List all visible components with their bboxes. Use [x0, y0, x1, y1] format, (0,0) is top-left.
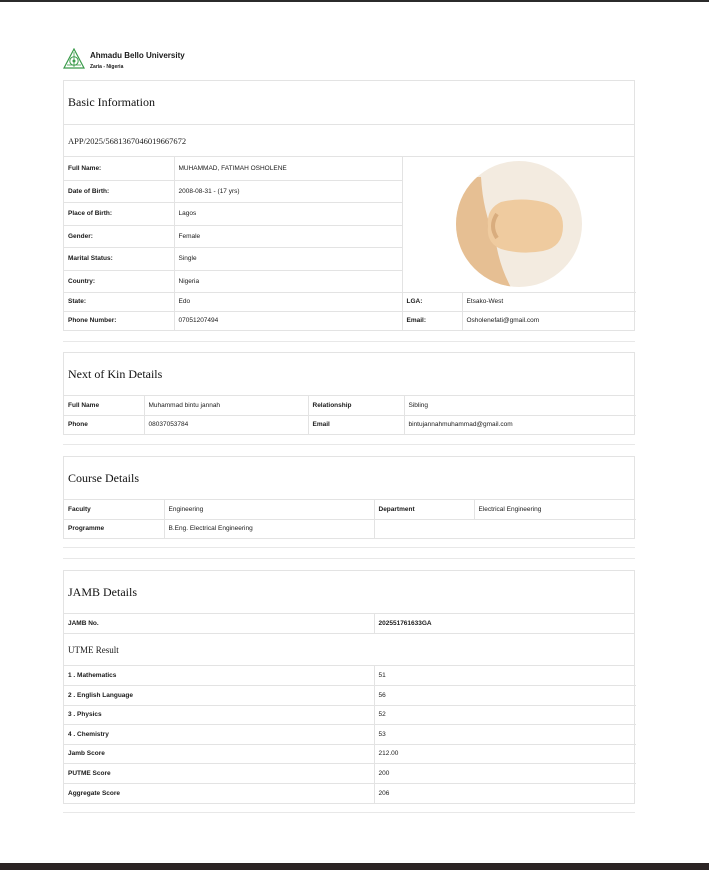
utme-result-title: UTME Result [64, 633, 634, 666]
field-label: Relationship [308, 396, 404, 415]
table-row [64, 744, 636, 764]
field-label: State: [64, 292, 174, 311]
full-name-value: MUHAMMAD, FATIMAH OSHOLENE [174, 157, 402, 180]
field-label: Programme [64, 519, 164, 538]
university-name: Ahmadu Bello University [90, 51, 185, 60]
course-details-title: Course Details [64, 457, 634, 500]
score-label: PUTME Score [64, 764, 374, 784]
faculty-value: Engineering [164, 500, 374, 519]
section-divider [63, 444, 635, 445]
table-row [64, 783, 636, 803]
aggregate-score-value: 206 [374, 783, 636, 803]
table-row [64, 292, 636, 311]
field-label: Faculty [64, 500, 164, 519]
university-crest-icon [63, 48, 85, 70]
kin-phone-value: 08037053784 [144, 415, 308, 434]
jamb-number-value: 202551761633GA [374, 614, 636, 633]
department-value: Electrical Engineering [474, 500, 636, 519]
lga-value: Etsako-West [462, 292, 636, 311]
country-value: Nigeria [174, 270, 402, 292]
field-label: Place of Birth: [64, 202, 174, 225]
programme-value: B.Eng. Electrical Engineering [164, 519, 374, 538]
table-row [64, 500, 636, 519]
putme-score-value: 200 [374, 764, 636, 784]
course-details-table [64, 500, 636, 538]
place-of-birth-value: Lagos [174, 202, 402, 225]
top-border [0, 0, 709, 2]
table-row [64, 396, 636, 415]
jamb-score-value: 212.00 [374, 744, 636, 764]
field-label: Department [374, 500, 474, 519]
score-label: Aggregate Score [64, 783, 374, 803]
subject-score: 56 [374, 686, 636, 706]
next-of-kin-title: Next of Kin Details [64, 353, 634, 396]
subject-label: 3 . Physics [64, 705, 374, 725]
section-divider [63, 547, 635, 548]
bottom-border [0, 863, 709, 870]
section-divider [63, 558, 635, 559]
field-label: Gender: [64, 225, 174, 247]
table-row [64, 764, 636, 784]
subject-score: 51 [374, 666, 636, 686]
table-row [64, 415, 636, 434]
marital-status-value: Single [174, 247, 402, 270]
subject-label: 4 . Chemistry [64, 725, 374, 745]
date-of-birth-value: 2008-08-31 - (17 yrs) [174, 180, 402, 202]
jamb-details-title: JAMB Details [64, 571, 634, 614]
empty-cell [374, 519, 636, 538]
field-label: Country: [64, 270, 174, 292]
next-of-kin-card [63, 352, 635, 435]
field-label: Full Name [64, 396, 144, 415]
table-row [64, 725, 636, 745]
state-value: Edo [174, 292, 402, 311]
table-row [64, 311, 636, 330]
subject-score: 53 [374, 725, 636, 745]
table-row [64, 614, 636, 633]
field-label: Date of Birth: [64, 180, 174, 202]
kin-relationship-value: Sibling [404, 396, 636, 415]
section-divider [63, 812, 635, 813]
table-row [64, 686, 636, 706]
field-label: Phone Number: [64, 311, 174, 330]
jamb-number-table [64, 614, 636, 633]
subject-label: 1 . Mathematics [64, 666, 374, 686]
field-label: LGA: [402, 292, 462, 311]
kin-name-value: Muhammad bintu jannah [144, 396, 308, 415]
next-of-kin-table [64, 396, 636, 434]
course-details-card [63, 456, 635, 539]
field-label: Full Name: [64, 157, 174, 180]
table-row [64, 666, 636, 686]
table-row [64, 705, 636, 725]
field-label: Email: [402, 311, 462, 330]
university-location: Zaria - Nigeria [90, 64, 124, 70]
utme-result-table [64, 666, 636, 803]
email-value: Osholenefati@gmail.com [462, 311, 636, 330]
jamb-details-card [63, 570, 635, 804]
basic-information-table [64, 157, 636, 330]
score-label: Jamb Score [64, 744, 374, 764]
passport-photo-placeholder [403, 157, 636, 291]
photo-cell [402, 157, 636, 292]
basic-information-card [63, 80, 635, 331]
field-label: Email [308, 415, 404, 434]
subject-score: 52 [374, 705, 636, 725]
table-row [64, 519, 636, 538]
subject-label: 2 . English Language [64, 686, 374, 706]
field-label: Phone [64, 415, 144, 434]
application-number: APP/2025/5681367046019667672 [64, 125, 634, 157]
phone-number-value: 07051207494 [174, 311, 402, 330]
kin-email-value: bintujannahmuhammad@gmail.com [404, 415, 636, 434]
field-label: Marital Status: [64, 247, 174, 270]
section-divider [63, 341, 635, 342]
table-row [64, 157, 636, 180]
gender-value: Female [174, 225, 402, 247]
field-label: JAMB No. [64, 614, 374, 633]
basic-information-title: Basic Information [64, 81, 634, 125]
